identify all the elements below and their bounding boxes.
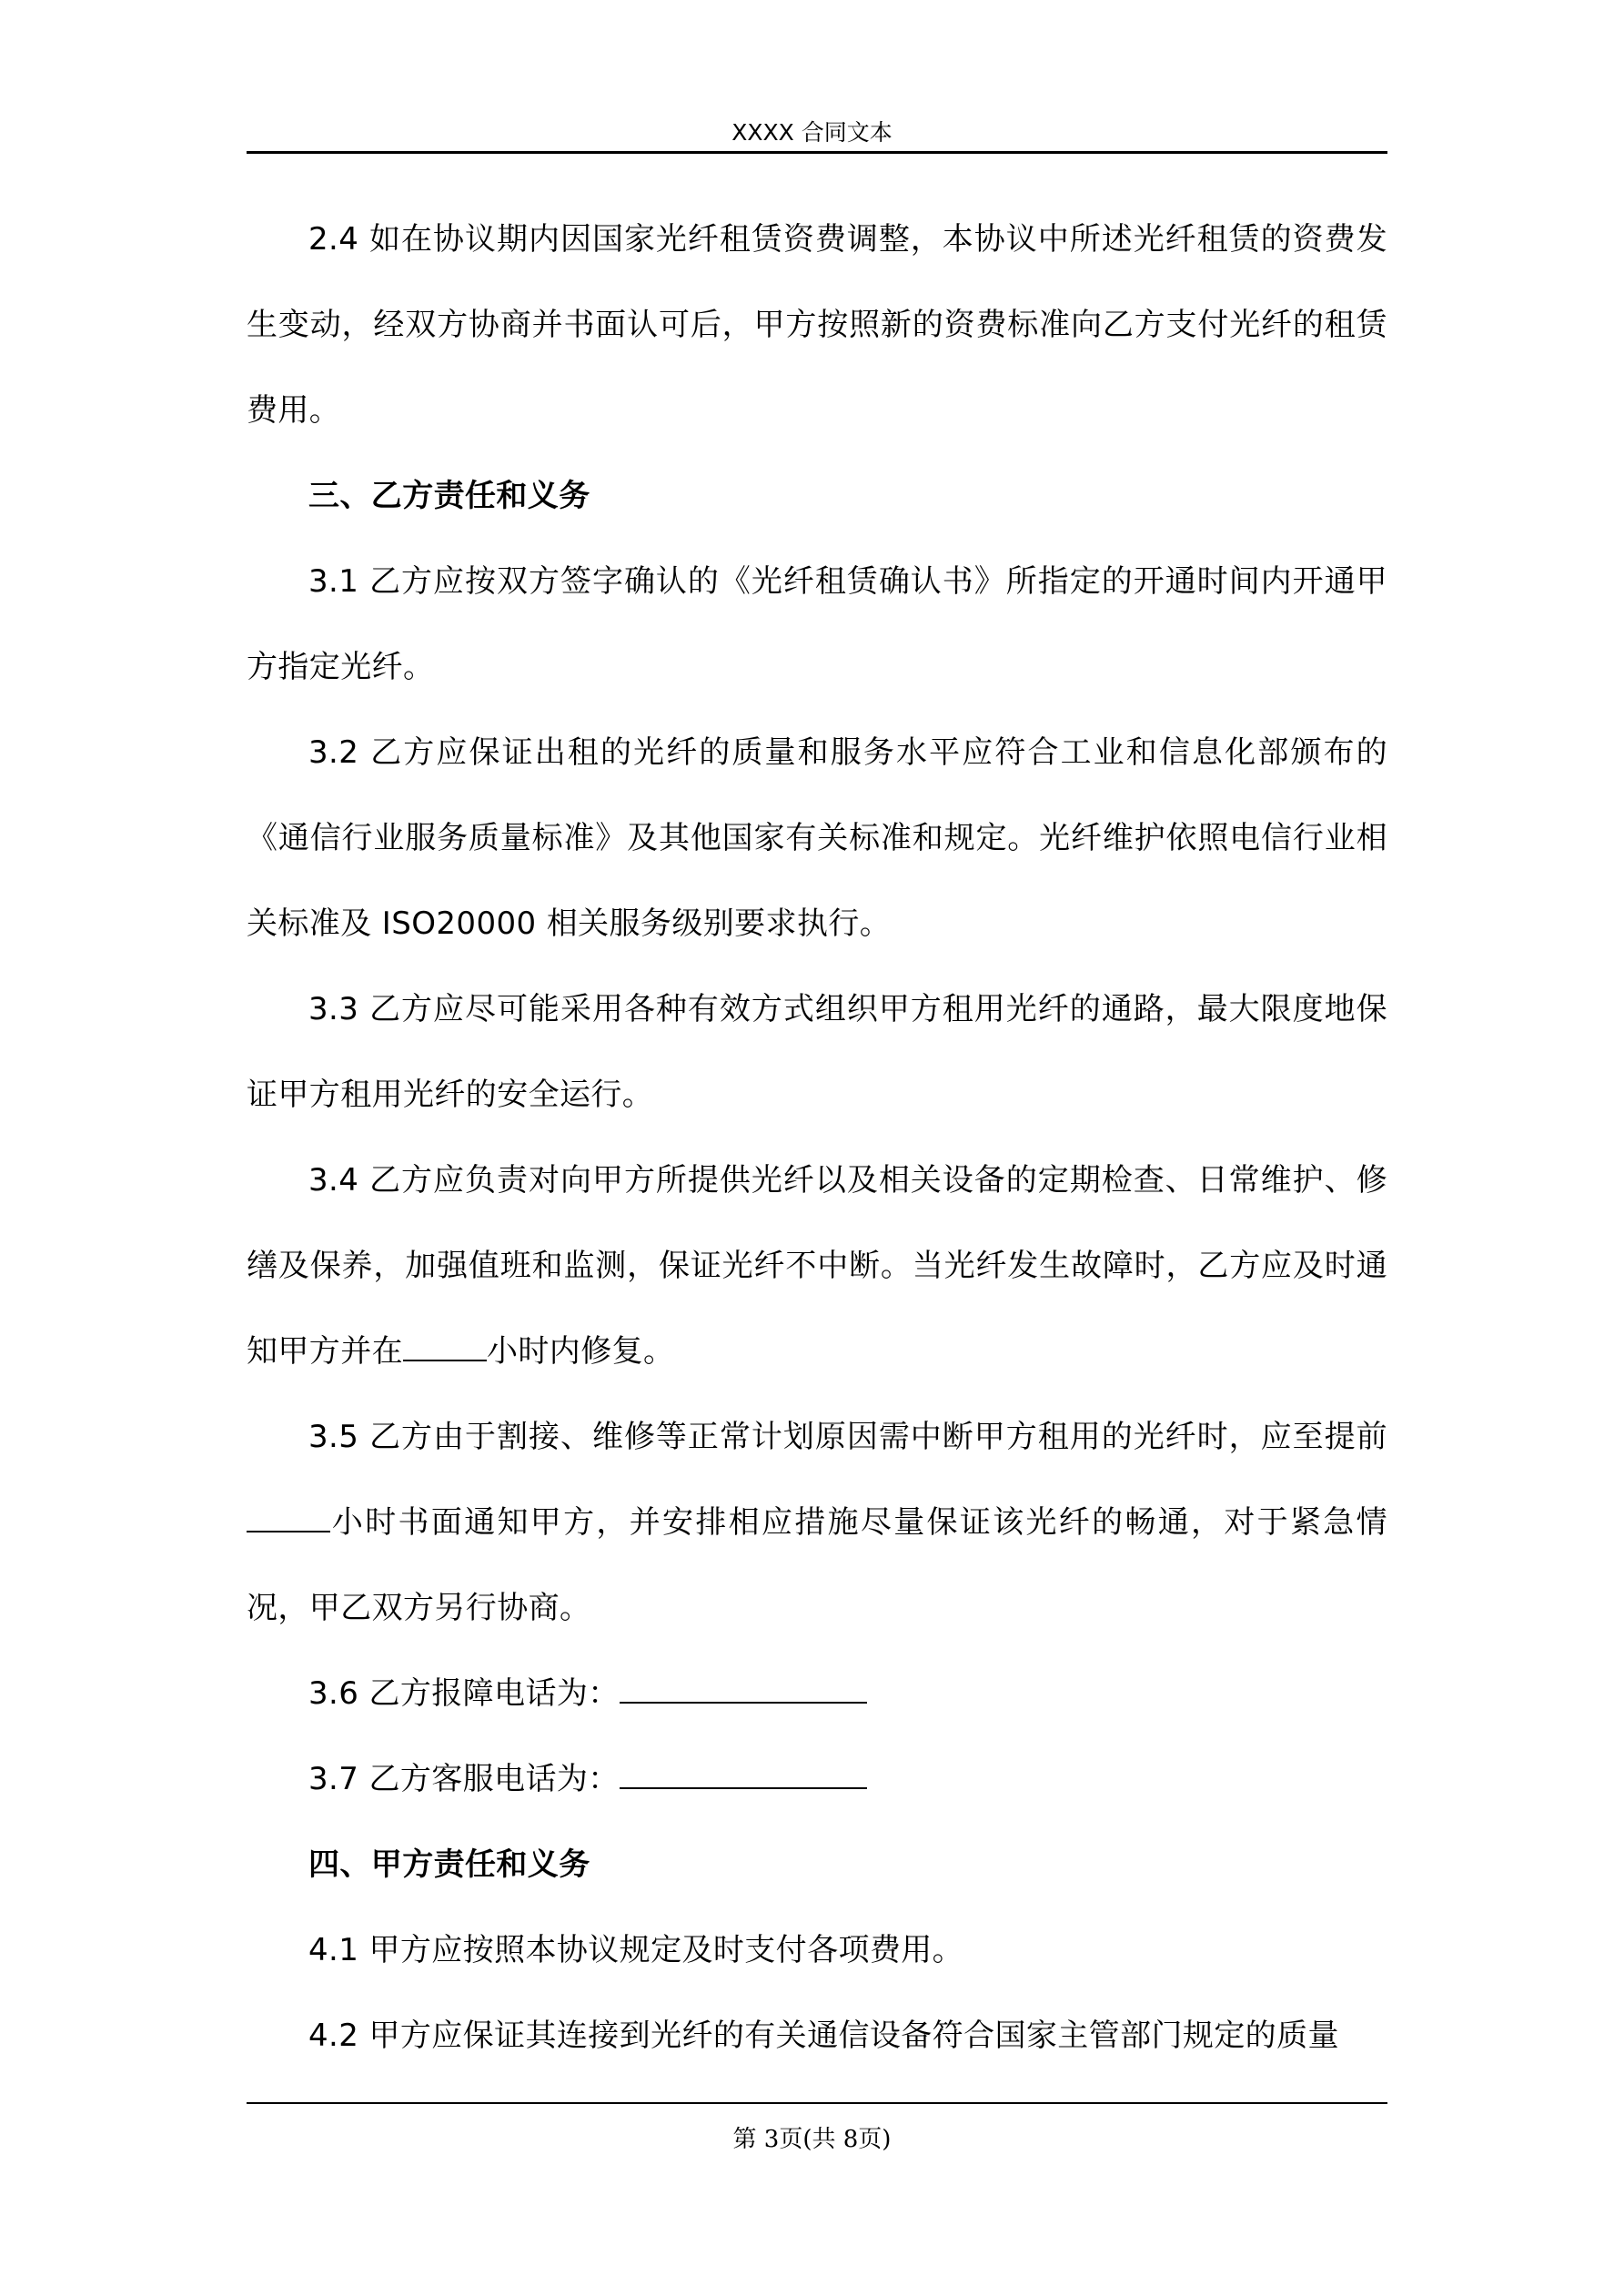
clause-3-1: 3.1 乙方应按双方签字确认的《光纤租赁确认书》所指定的开通时间内开通甲方指定光纤。 — [247, 563, 1387, 685]
section-heading-3: 三、乙方责任和义务 — [308, 478, 590, 514]
clause-3-5-text-start: 3.5 乙方由于割接、维修等正常计划原因需中断甲方租用的光纤时，应至提前 — [308, 1419, 1387, 1455]
clause-3-6-label: 3.6 乙方报障电话为： — [308, 1675, 620, 1712]
clause-4-2: 4.2 甲方应保证其连接到光纤的有关通信设备符合国家主管部门规定的质量 — [308, 2018, 1339, 2054]
page-number: 第 3页(共 8页) — [732, 2126, 892, 2153]
repair-hours-blank[interactable] — [403, 1336, 487, 1361]
clause-3-5-text-end: 小时书面通知甲方，并安排相应措施尽量保证该光纤的畅通，对于紧急情况，甲乙双方另行协商。 — [247, 1504, 1387, 1626]
clause-2-4: 2.4 如在协议期内因国家光纤租赁资费调整，本协议中所述光纤租赁的资费发生变动，经双方协商并书面认可后，甲方按照新的资费标准向乙方支付光纤的租赁费用。 — [247, 221, 1387, 429]
section-heading-4: 四、甲方责任和义务 — [308, 1846, 590, 1883]
clause-3-7-label: 3.7 乙方客服电话为： — [308, 1761, 620, 1797]
clause-3-7 — [247, 1736, 1387, 1822]
document-body — [247, 197, 1387, 2079]
clause-3-4 — [247, 1138, 1387, 1394]
clause-3-4-text-end: 小时内修复。 — [487, 1333, 675, 1370]
clause-3-6 — [247, 1651, 1387, 1736]
clause-4-1: 4.1 甲方应按照本协议规定及时支付各项费用。 — [308, 1932, 964, 1968]
header-divider — [247, 151, 1387, 154]
page-header-title: XXXX 合同文本 — [731, 119, 893, 146]
notice-hours-blank[interactable] — [247, 1507, 330, 1532]
clause-3-4-text-start: 3.4 乙方应负责对向甲方所提供光纤以及相关设备的定期检查、日常维护、修缮及保养，加强值班和监测，保证光纤不中断。当光纤发生故障时，乙方应及时通知甲方并在 — [247, 1162, 1387, 1370]
footer-divider — [247, 2102, 1387, 2104]
service-phone-blank[interactable] — [620, 1764, 867, 1789]
fault-phone-blank[interactable] — [620, 1678, 867, 1704]
clause-3-2: 3.2 乙方应保证出租的光纤的质量和服务水平应符合工业和信息化部颁布的《通信行业服务质量标准》及其他国家有关标准和规定。光纤维护依照电信行业相关标准及 ISO20000 相关服务级别要求执行。 — [247, 734, 1387, 942]
clause-3-5 — [247, 1394, 1387, 1651]
clause-3-3: 3.3 乙方应尽可能采用各种有效方式组织甲方租用光纤的通路，最大限度地保证甲方租用光纤的安全运行。 — [247, 991, 1387, 1113]
